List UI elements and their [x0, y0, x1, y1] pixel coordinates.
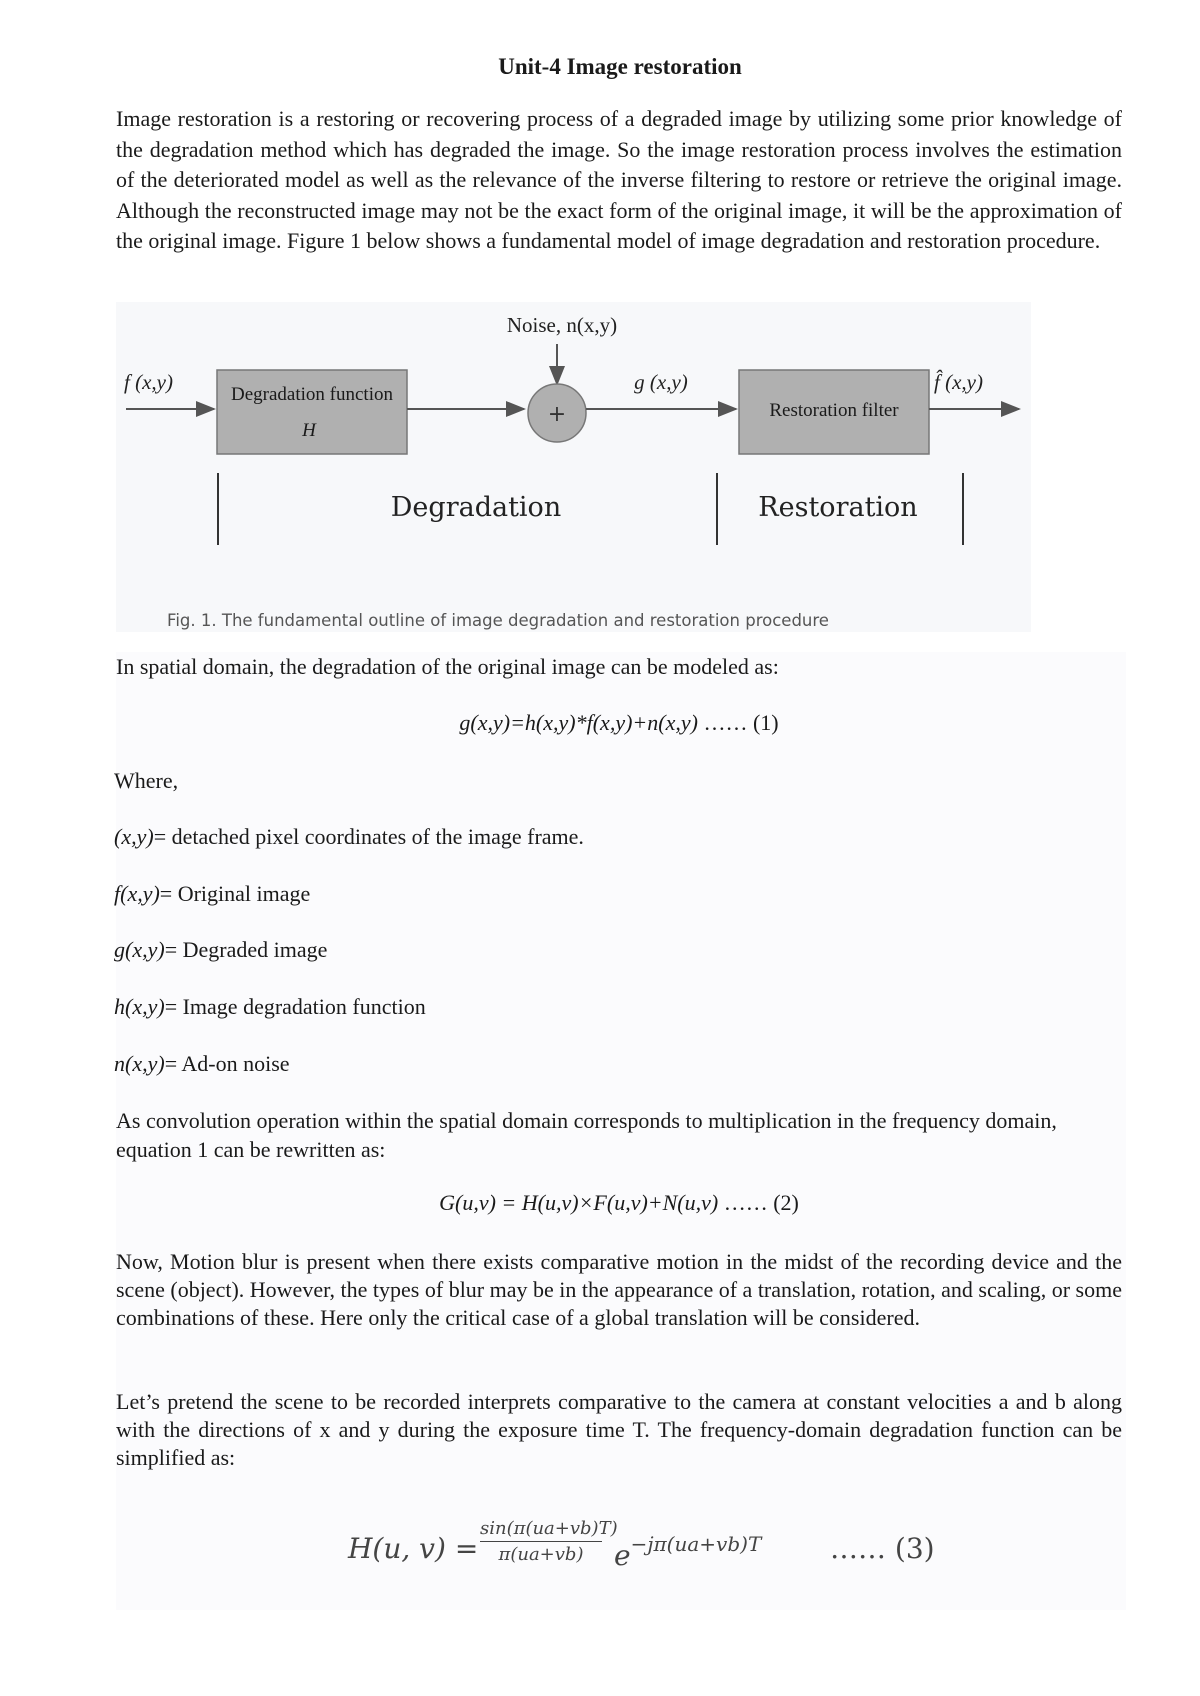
- equation-1-number: …… (1): [697, 710, 779, 735]
- definition-item: [114, 994, 426, 1020]
- output-label: f̂ (x,y): [934, 370, 983, 394]
- equation-3-lhs: H(u, v) =: [348, 1532, 479, 1565]
- equation-3-fraction: [480, 1518, 618, 1565]
- definition-text: = Original image: [159, 881, 311, 906]
- definition-item: [114, 937, 327, 963]
- equation-2-body: G(u,v) = H(u,v)×F(u,v)+N(u,v): [439, 1190, 719, 1215]
- degradation-box: [217, 370, 407, 454]
- noise-label: Noise, n(x,y): [506, 313, 618, 337]
- definition-symbol: f(x,y): [114, 881, 160, 906]
- degradation-box-h: H: [302, 420, 316, 441]
- where-label: Where,: [114, 768, 179, 793]
- section-degradation-label: Degradation: [390, 492, 562, 523]
- definition-symbol: n(x,y): [114, 1051, 165, 1076]
- equation-3-exponent: −jπ(ua+vb)T: [630, 1532, 762, 1556]
- velocity-paragraph: Let’s pretend the scene to be recorded interprets comparative to the camera at constant velocities a and b along with the directions of x and y during the exposure time T. The frequency-domain degradation function can be simplified as:: [116, 1389, 1122, 1470]
- definition-item: [114, 881, 310, 907]
- figure-1: [116, 302, 1031, 632]
- equation-3-exponential: [614, 1532, 761, 1572]
- definition-text: = Image degradation function: [164, 994, 426, 1019]
- spatial-intro: In spatial domain, the degradation of the original image can be modeled as:: [116, 654, 779, 679]
- equation-1-body: g(x,y)=h(x,y)*f(x,y)+n(x,y): [459, 710, 698, 735]
- section-restoration-label: Restoration: [758, 492, 918, 523]
- definition-symbol: h(x,y): [114, 994, 165, 1019]
- definition-text: = detached pixel coordinates of the image frame.: [153, 824, 584, 849]
- degradation-box-label: Degradation function: [231, 384, 393, 405]
- page-title: Unit-4 Image restoration: [498, 54, 742, 79]
- input-label: f (x,y): [124, 370, 173, 394]
- definition-item: [114, 824, 584, 850]
- definition-symbol: g(x,y): [114, 937, 165, 962]
- intro-paragraph: Image restoration is a restoring or recovering process of a degraded image by utilizing some prior knowledge of the degradation method which has degraded the image. So the image restoration process involves the estimation of the deteriorated model as well as the relevance of the inverse filtering to restore or retrieve the original image. Although the reconstructed image may not be the exact form of the original image, it will be the approximation of the original image. Figure 1 below shows a fundamental model of image degradation and restoration procedure.: [116, 106, 1122, 253]
- degradation-diagram: [116, 302, 1031, 632]
- restoration-box-label: Restoration filter: [769, 400, 899, 421]
- equation-2-number: …… (2): [718, 1190, 799, 1215]
- figure-caption: Fig. 1. The fundamental outline of image degradation and restoration procedure: [167, 611, 829, 630]
- equation-2: [116, 1190, 1122, 1216]
- g-label: g (x,y): [634, 370, 688, 394]
- equation-3-number: …… (3): [830, 1532, 935, 1565]
- equation-3-numerator: sin(π(ua+vb)T): [480, 1518, 602, 1542]
- definition-text: = Degraded image: [164, 937, 328, 962]
- equation-1: [116, 710, 1122, 736]
- adder-plus: +: [547, 402, 567, 427]
- equation-3-exp-base: e: [614, 1539, 631, 1572]
- motion-blur-paragraph: Now, Motion blur is present when there exists comparative motion in the midst of the recording device and the scene (object). However, the types of blur may be in the appearance of a translation, rotation, and scaling, or some combinations of these. Here only the critical case of a global translation will be considered.: [116, 1249, 1122, 1330]
- definition-text: = Ad-on noise: [164, 1051, 290, 1076]
- convolution-paragraph: As convolution operation within the spatial domain corresponds to multiplication in the frequency domain, equation 1 can be rewritten as:: [116, 1108, 1057, 1162]
- definition-symbol: (x,y): [114, 824, 154, 849]
- equation-3-denominator: π(ua+vb): [498, 1544, 584, 1565]
- definition-item: [114, 1051, 290, 1077]
